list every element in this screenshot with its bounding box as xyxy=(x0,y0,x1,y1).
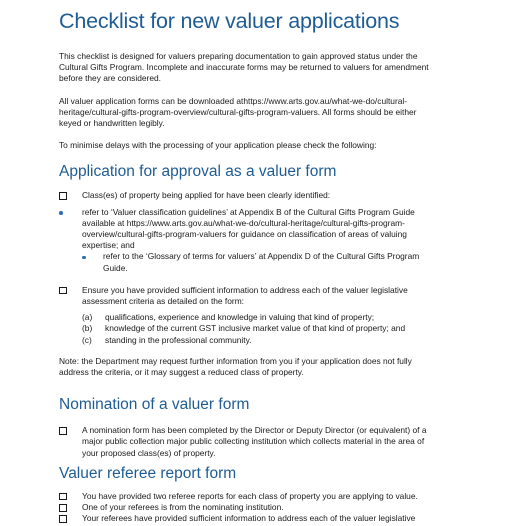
checkbox-box-icon xyxy=(59,493,67,501)
criteria-text: standing in the professional community. xyxy=(105,334,252,345)
note-line: Note: the Department may request further information from you if your application does not fully xyxy=(59,355,412,366)
checklist-item xyxy=(59,190,486,201)
checklist-item xyxy=(59,513,486,524)
download-line: heritage/cultural-gifts-program-overview/cultural-gifts-program-valuers. All forms should be either xyxy=(59,106,417,117)
criteria-label: (c) xyxy=(82,334,92,345)
criteria-label: (b) xyxy=(82,323,93,334)
bullet-line: Guide. xyxy=(103,262,128,273)
download-line: All valuer application forms can be downloaded athttps://www.arts.gov.au/what-we-do/cultural- xyxy=(59,95,408,106)
bullet-line: refer to the ‘Glossary of terms for valuers’ at Appendix D of the Cultural Gifts Program xyxy=(103,251,420,262)
download-line: keyed or handwritten legibly. xyxy=(59,118,165,129)
checklist-item xyxy=(59,502,486,513)
checklist-item-text: Your referees have provided sufficient information to address each of the valuer legislative xyxy=(82,513,416,524)
criteria-item xyxy=(82,312,486,323)
bullet-icon xyxy=(59,207,63,218)
checklist-item-text: assessment criteria as detailed on the form: xyxy=(82,296,244,307)
section-heading-referee: Valuer referee report form xyxy=(59,464,237,482)
checklist-item-text: Ensure you have provided sufficient information to address each of the valuer legislative xyxy=(82,284,408,295)
checklist-item xyxy=(59,425,486,459)
checklist-item-text: A nomination form has been completed by the Director or Deputy Director (or equivalent) of a xyxy=(82,425,427,436)
sub-bullet-item xyxy=(82,251,486,273)
intro-paragraph xyxy=(59,51,486,85)
section-heading-nomination: Nomination of a valuer form xyxy=(59,396,250,414)
criteria-label: (a) xyxy=(82,312,93,323)
intro-line: This checklist is designed for valuers preparing documentation to gain approved status under the xyxy=(59,51,418,61)
criteria-text: qualifications, experience and knowledge in valuing that kind of property; xyxy=(105,312,375,323)
minimise-paragraph: To minimise delays with the processing of your application please check the following: xyxy=(59,140,377,151)
checklist-item xyxy=(59,491,486,502)
checkbox[interactable] xyxy=(59,190,67,203)
checklist-item-text: One of your referees is from the nominating institution. xyxy=(82,502,284,513)
checkbox-box-icon xyxy=(59,515,67,523)
checklist-item-text: You have provided two referee reports for each class of property you are applying to value. xyxy=(82,490,418,501)
criteria-item xyxy=(82,335,486,346)
page-title: Checklist for new valuer applications xyxy=(59,9,400,33)
intro-line: Cultural Gifts Program. Incomplete and inaccurate forms may be returned to valuers for amendment xyxy=(59,62,429,73)
note-paragraph xyxy=(59,356,486,378)
checklist-item-text: your proposed class(es) of property. xyxy=(82,447,216,458)
note-line: address the criteria, or it may suggest a reduced class of property. xyxy=(59,367,304,378)
checkbox[interactable] xyxy=(59,425,67,438)
bullet-item xyxy=(59,207,486,252)
bullet-icon xyxy=(82,251,86,262)
intro-line: before they are considered. xyxy=(59,73,161,84)
bullet-line: overview/cultural-gifts-program-valuers for guidance on classification of areas of valuing xyxy=(82,229,407,240)
criteria-text: knowledge of the current GST inclusive market value of that kind of property; and xyxy=(105,323,406,334)
checkbox[interactable] xyxy=(59,285,67,298)
checkbox-box-icon xyxy=(59,192,67,200)
checklist-item-text: major public collection major public collecting institution which collects material in the area of xyxy=(82,436,425,447)
bullet-line: available at https://www.arts.gov.au/what-we-do/cultural-heritage/cultural-gifts-program- xyxy=(82,217,405,228)
download-paragraph xyxy=(59,96,486,130)
checkbox-box-icon xyxy=(59,427,67,435)
checklist-item-text: Class(es) of property being applied for have been clearly identified: xyxy=(82,190,331,201)
section-heading-application: Application for approval as a valuer form xyxy=(59,163,337,181)
criteria-item xyxy=(82,323,486,334)
checklist-item xyxy=(59,285,486,307)
checkbox-box-icon xyxy=(59,504,67,512)
checkbox-box-icon xyxy=(59,287,67,295)
bullet-line: expertise; and xyxy=(82,240,135,251)
bullet-line: refer to ‘Valuer classification guidelines’ at Appendix B of the Cultural Gifts Program Guide xyxy=(82,206,415,217)
criteria-list xyxy=(82,312,486,346)
